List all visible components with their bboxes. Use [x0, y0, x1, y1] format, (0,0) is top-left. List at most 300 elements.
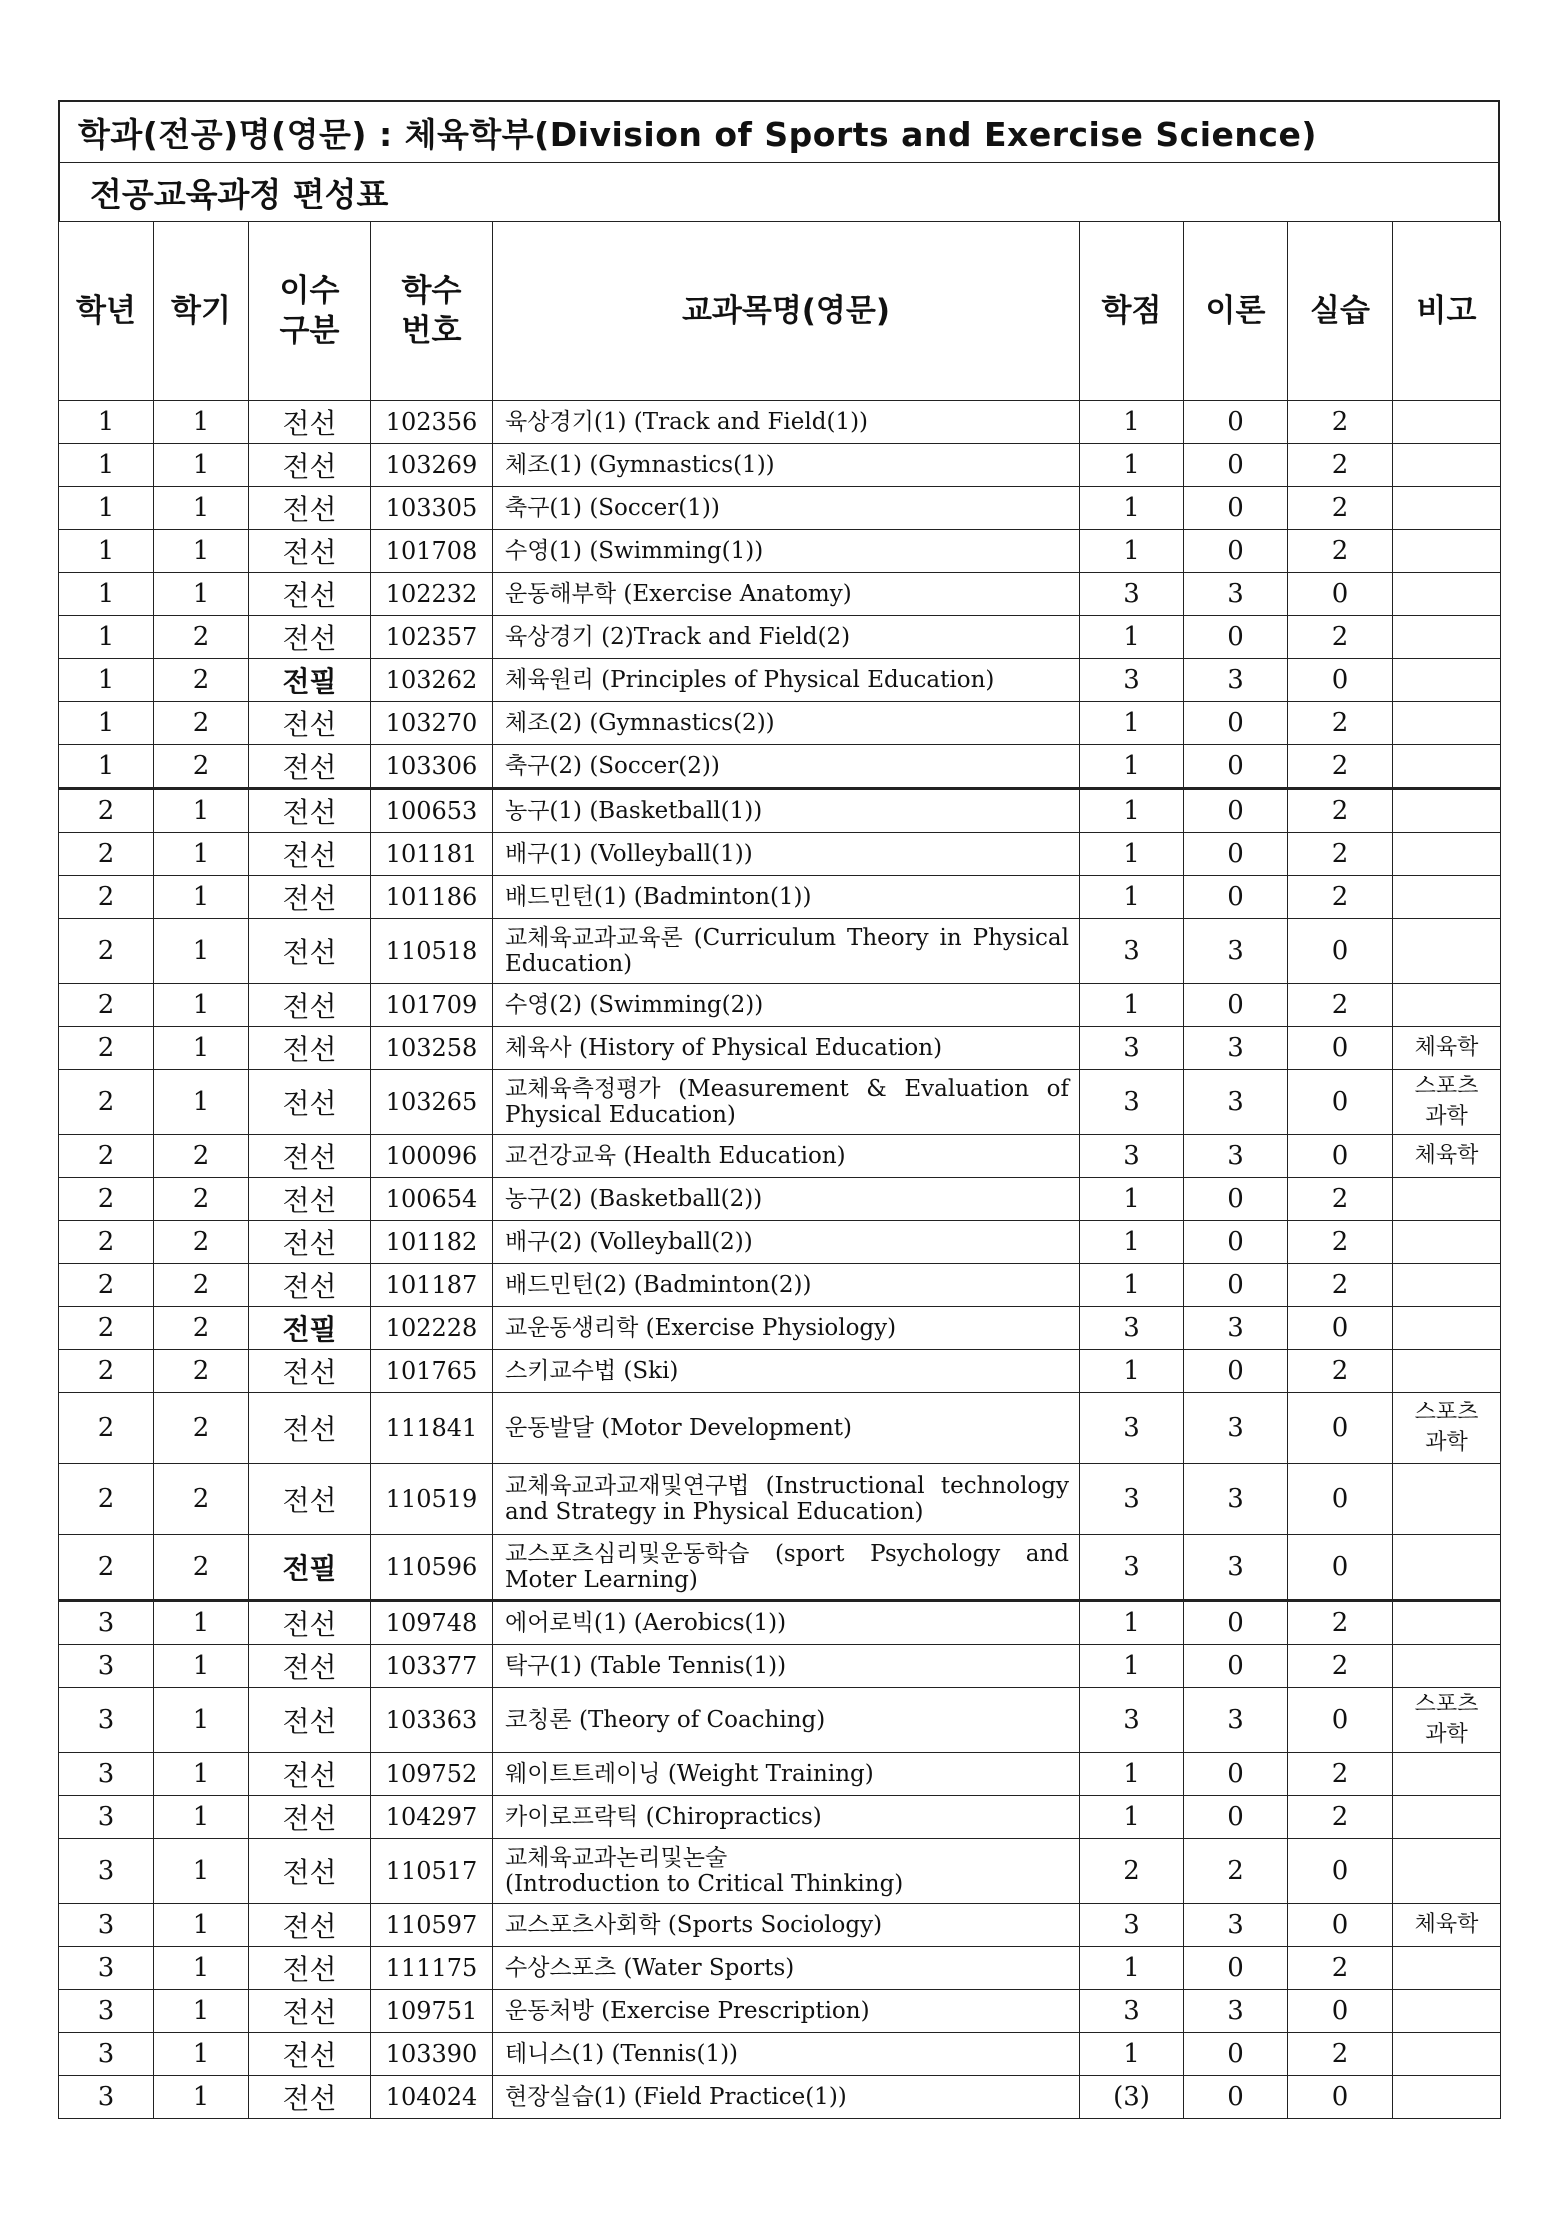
row-theory: 0	[1184, 789, 1288, 833]
table-row	[59, 401, 1501, 444]
row-theory: 0	[1184, 1264, 1288, 1307]
table-row	[59, 530, 1501, 573]
row-code: 101708	[371, 530, 493, 573]
row-practice: 2	[1288, 1264, 1393, 1307]
row-category: 전선	[249, 1070, 371, 1135]
row-year: 3	[59, 1947, 154, 1990]
row-theory: 0	[1184, 1601, 1288, 1645]
row-practice: 2	[1288, 1796, 1393, 1839]
row-category: 전선	[249, 1645, 371, 1688]
row-category: 전선	[249, 401, 371, 444]
table-row	[59, 1350, 1501, 1393]
row-category: 전선	[249, 1947, 371, 1990]
header-semester: 학기	[154, 222, 249, 401]
row-code: 102232	[371, 573, 493, 616]
row-code: 110519	[371, 1464, 493, 1535]
row-course-name: 수영(1) (Swimming(1))	[493, 530, 1080, 573]
header-theory: 이론	[1184, 222, 1288, 401]
row-course-name: 수상스포츠 (Water Sports)	[493, 1947, 1080, 1990]
table-row	[59, 833, 1501, 876]
row-credit: 1	[1080, 1601, 1184, 1645]
row-course-name: 교체육교과교육론 (Curriculum Theory in Physical Education)	[493, 919, 1080, 984]
row-course-name: 배구(1) (Volleyball(1))	[493, 833, 1080, 876]
row-semester: 2	[154, 1135, 249, 1178]
row-credit: 1	[1080, 702, 1184, 745]
row-note	[1393, 2076, 1501, 2119]
row-semester: 2	[154, 1264, 249, 1307]
row-course-name: 교건강교육 (Health Education)	[493, 1135, 1080, 1178]
row-course-name: 배드민턴(2) (Badminton(2))	[493, 1264, 1080, 1307]
row-note	[1393, 1264, 1501, 1307]
row-course-name: 농구(2) (Basketball(2))	[493, 1178, 1080, 1221]
row-theory: 3	[1184, 1688, 1288, 1753]
row-note: 체육학	[1393, 1027, 1501, 1070]
header-category: 이수 구분	[249, 222, 371, 401]
row-note: 체육학	[1393, 1135, 1501, 1178]
row-practice: 2	[1288, 401, 1393, 444]
row-category: 전선	[249, 1601, 371, 1645]
row-theory: 3	[1184, 1464, 1288, 1535]
row-theory: 0	[1184, 2033, 1288, 2076]
row-code: 110597	[371, 1904, 493, 1947]
row-year: 2	[59, 919, 154, 984]
table-row	[59, 1070, 1501, 1135]
row-category: 전선	[249, 1796, 371, 1839]
table-row	[59, 1839, 1501, 1904]
row-code: 103258	[371, 1027, 493, 1070]
row-theory: 3	[1184, 573, 1288, 616]
row-year: 1	[59, 444, 154, 487]
row-code: 102228	[371, 1307, 493, 1350]
row-credit: 3	[1080, 1688, 1184, 1753]
row-practice: 0	[1288, 1135, 1393, 1178]
row-credit: 1	[1080, 1796, 1184, 1839]
row-note	[1393, 745, 1501, 789]
row-semester: 1	[154, 1027, 249, 1070]
row-semester: 1	[154, 1796, 249, 1839]
row-code: 103377	[371, 1645, 493, 1688]
row-course-name: 수영(2) (Swimming(2))	[493, 984, 1080, 1027]
row-practice: 2	[1288, 1178, 1393, 1221]
row-code: 103306	[371, 745, 493, 789]
row-course-name: 탁구(1) (Table Tennis(1))	[493, 1645, 1080, 1688]
table-row	[59, 1688, 1501, 1753]
row-code: 109752	[371, 1753, 493, 1796]
row-code: 101709	[371, 984, 493, 1027]
row-semester: 1	[154, 876, 249, 919]
table-row	[59, 616, 1501, 659]
row-semester: 1	[154, 919, 249, 984]
row-practice: 2	[1288, 1221, 1393, 1264]
row-category: 전선	[249, 1350, 371, 1393]
row-category: 전선	[249, 1393, 371, 1464]
row-code: 102357	[371, 616, 493, 659]
row-credit: 3	[1080, 1535, 1184, 1601]
row-category: 전선	[249, 616, 371, 659]
row-semester: 2	[154, 1464, 249, 1535]
row-category: 전선	[249, 1221, 371, 1264]
row-theory: 0	[1184, 487, 1288, 530]
row-credit: 1	[1080, 2033, 1184, 2076]
row-practice: 0	[1288, 1839, 1393, 1904]
row-course-name: 카이로프락틱 (Chiropractics)	[493, 1796, 1080, 1839]
row-category: 전선	[249, 573, 371, 616]
row-year: 1	[59, 616, 154, 659]
row-credit: 1	[1080, 1753, 1184, 1796]
row-note	[1393, 1947, 1501, 1990]
row-credit: 1	[1080, 1645, 1184, 1688]
row-code: 109751	[371, 1990, 493, 2033]
table-row	[59, 1535, 1501, 1601]
row-category: 전필	[249, 1307, 371, 1350]
row-code: 102356	[371, 401, 493, 444]
row-practice: 0	[1288, 1688, 1393, 1753]
row-theory: 2	[1184, 1839, 1288, 1904]
row-code: 110517	[371, 1839, 493, 1904]
row-credit: 1	[1080, 487, 1184, 530]
row-code: 101186	[371, 876, 493, 919]
row-practice: 2	[1288, 616, 1393, 659]
row-note: 체육학	[1393, 1904, 1501, 1947]
row-semester: 1	[154, 1904, 249, 1947]
row-course-name: 배드민턴(1) (Badminton(1))	[493, 876, 1080, 919]
row-year: 2	[59, 789, 154, 833]
row-year: 3	[59, 1839, 154, 1904]
row-credit: 3	[1080, 1135, 1184, 1178]
row-theory: 0	[1184, 530, 1288, 573]
row-practice: 0	[1288, 573, 1393, 616]
row-practice: 2	[1288, 745, 1393, 789]
row-category: 전선	[249, 919, 371, 984]
row-credit: 1	[1080, 876, 1184, 919]
row-theory: 3	[1184, 1027, 1288, 1070]
table-row	[59, 2076, 1501, 2119]
row-year: 1	[59, 573, 154, 616]
row-code: 111841	[371, 1393, 493, 1464]
row-year: 3	[59, 2076, 154, 2119]
row-note	[1393, 1221, 1501, 1264]
row-note	[1393, 444, 1501, 487]
row-credit: 3	[1080, 1464, 1184, 1535]
row-course-name: 스키교수법 (Ski)	[493, 1350, 1080, 1393]
row-credit: 3	[1080, 659, 1184, 702]
row-theory: 3	[1184, 1904, 1288, 1947]
row-category: 전선	[249, 2076, 371, 2119]
row-note	[1393, 919, 1501, 984]
row-course-name: 웨이트트레이닝 (Weight Training)	[493, 1753, 1080, 1796]
row-year: 2	[59, 1178, 154, 1221]
row-category: 전선	[249, 1264, 371, 1307]
row-theory: 3	[1184, 919, 1288, 984]
row-theory: 0	[1184, 876, 1288, 919]
row-note	[1393, 401, 1501, 444]
row-practice: 0	[1288, 919, 1393, 984]
row-theory: 0	[1184, 1753, 1288, 1796]
row-practice: 0	[1288, 1464, 1393, 1535]
row-year: 2	[59, 1535, 154, 1601]
row-practice: 2	[1288, 1645, 1393, 1688]
row-practice: 0	[1288, 2076, 1393, 2119]
row-semester: 1	[154, 2033, 249, 2076]
row-theory: 0	[1184, 401, 1288, 444]
row-practice: 0	[1288, 1393, 1393, 1464]
row-semester: 1	[154, 1839, 249, 1904]
row-theory: 3	[1184, 1535, 1288, 1601]
row-code: 100096	[371, 1135, 493, 1178]
row-theory: 0	[1184, 2076, 1288, 2119]
row-category: 전선	[249, 1904, 371, 1947]
table-row	[59, 1264, 1501, 1307]
row-semester: 2	[154, 616, 249, 659]
row-code: 103265	[371, 1070, 493, 1135]
row-year: 1	[59, 659, 154, 702]
row-code: 103363	[371, 1688, 493, 1753]
row-credit: 1	[1080, 984, 1184, 1027]
row-category: 전선	[249, 789, 371, 833]
row-category: 전선	[249, 1839, 371, 1904]
row-semester: 1	[154, 1688, 249, 1753]
row-credit: 1	[1080, 745, 1184, 789]
table-row	[59, 1947, 1501, 1990]
row-theory: 3	[1184, 1393, 1288, 1464]
row-practice: 2	[1288, 2033, 1393, 2076]
header-note: 비고	[1393, 222, 1501, 401]
row-semester: 1	[154, 2076, 249, 2119]
row-semester: 1	[154, 789, 249, 833]
table-row	[59, 1601, 1501, 1645]
row-credit: 1	[1080, 444, 1184, 487]
row-code: 100654	[371, 1178, 493, 1221]
row-code: 110518	[371, 919, 493, 984]
row-credit: 3	[1080, 1904, 1184, 1947]
table-row	[59, 1027, 1501, 1070]
row-theory: 3	[1184, 1990, 1288, 2033]
table-header-row	[59, 222, 1501, 401]
row-credit: (3)	[1080, 2076, 1184, 2119]
row-code: 103390	[371, 2033, 493, 2076]
table-row	[59, 876, 1501, 919]
row-year: 3	[59, 1796, 154, 1839]
row-course-name: 현장실습(1) (Field Practice(1))	[493, 2076, 1080, 2119]
row-credit: 3	[1080, 1070, 1184, 1135]
row-credit: 1	[1080, 1350, 1184, 1393]
row-year: 1	[59, 401, 154, 444]
row-note	[1393, 1839, 1501, 1904]
row-category: 전선	[249, 984, 371, 1027]
row-theory: 0	[1184, 702, 1288, 745]
table-row	[59, 984, 1501, 1027]
row-category: 전선	[249, 833, 371, 876]
row-course-name: 축구(2) (Soccer(2))	[493, 745, 1080, 789]
row-semester: 1	[154, 833, 249, 876]
row-practice: 0	[1288, 1904, 1393, 1947]
table-body	[59, 401, 1501, 2119]
table-row	[59, 789, 1501, 833]
row-note	[1393, 1307, 1501, 1350]
row-course-name: 육상경기(1) (Track and Field(1))	[493, 401, 1080, 444]
header-credit: 학점	[1080, 222, 1184, 401]
row-year: 3	[59, 1904, 154, 1947]
row-code: 103262	[371, 659, 493, 702]
row-practice: 2	[1288, 1601, 1393, 1645]
row-semester: 1	[154, 1601, 249, 1645]
table-row	[59, 745, 1501, 789]
row-code: 104024	[371, 2076, 493, 2119]
row-note	[1393, 530, 1501, 573]
row-year: 3	[59, 1753, 154, 1796]
curriculum-table	[58, 221, 1501, 2119]
row-semester: 2	[154, 1221, 249, 1264]
row-code: 101765	[371, 1350, 493, 1393]
row-year: 2	[59, 833, 154, 876]
header-year: 학년	[59, 222, 154, 401]
row-note	[1393, 659, 1501, 702]
row-year: 2	[59, 984, 154, 1027]
row-semester: 2	[154, 1535, 249, 1601]
table-row	[59, 1904, 1501, 1947]
row-practice: 0	[1288, 1070, 1393, 1135]
row-practice: 2	[1288, 487, 1393, 530]
row-category: 전선	[249, 530, 371, 573]
table-row	[59, 1464, 1501, 1535]
row-credit: 1	[1080, 401, 1184, 444]
row-theory: 0	[1184, 1221, 1288, 1264]
row-category: 전선	[249, 702, 371, 745]
row-year: 2	[59, 1135, 154, 1178]
curriculum-sheet	[58, 100, 1500, 2119]
row-theory: 3	[1184, 659, 1288, 702]
row-credit: 2	[1080, 1839, 1184, 1904]
row-note	[1393, 1990, 1501, 2033]
row-year: 1	[59, 745, 154, 789]
row-practice: 2	[1288, 1753, 1393, 1796]
row-semester: 1	[154, 984, 249, 1027]
row-year: 2	[59, 1350, 154, 1393]
row-practice: 2	[1288, 1947, 1393, 1990]
row-course-name: 교체육측정평가 (Measurement & Evaluation of Physical Education)	[493, 1070, 1080, 1135]
row-category: 전선	[249, 745, 371, 789]
row-theory: 0	[1184, 616, 1288, 659]
row-year: 2	[59, 1070, 154, 1135]
row-semester: 2	[154, 1307, 249, 1350]
row-credit: 1	[1080, 1178, 1184, 1221]
row-note	[1393, 876, 1501, 919]
row-year: 2	[59, 876, 154, 919]
row-note	[1393, 833, 1501, 876]
row-note	[1393, 2033, 1501, 2076]
row-category: 전선	[249, 1688, 371, 1753]
table-row	[59, 1307, 1501, 1350]
table-row	[59, 1645, 1501, 1688]
sheet-header	[58, 100, 1500, 221]
row-semester: 2	[154, 1393, 249, 1464]
row-theory: 3	[1184, 1135, 1288, 1178]
row-category: 전필	[249, 1535, 371, 1601]
row-semester: 1	[154, 401, 249, 444]
row-practice: 2	[1288, 702, 1393, 745]
row-theory: 3	[1184, 1070, 1288, 1135]
row-practice: 2	[1288, 876, 1393, 919]
row-course-name: 테니스(1) (Tennis(1))	[493, 2033, 1080, 2076]
row-year: 2	[59, 1027, 154, 1070]
row-note	[1393, 1178, 1501, 1221]
row-semester: 1	[154, 487, 249, 530]
row-semester: 2	[154, 745, 249, 789]
row-year: 2	[59, 1307, 154, 1350]
row-course-name: 에어로빅(1) (Aerobics(1))	[493, 1601, 1080, 1645]
row-note	[1393, 1796, 1501, 1839]
row-code: 101181	[371, 833, 493, 876]
row-note	[1393, 616, 1501, 659]
row-theory: 3	[1184, 1307, 1288, 1350]
row-theory: 0	[1184, 1350, 1288, 1393]
row-code: 103269	[371, 444, 493, 487]
row-category: 전선	[249, 2033, 371, 2076]
row-course-name: 코칭론 (Theory of Coaching)	[493, 1688, 1080, 1753]
row-year: 2	[59, 1464, 154, 1535]
row-category: 전선	[249, 444, 371, 487]
table-row	[59, 2033, 1501, 2076]
table-row	[59, 1135, 1501, 1178]
row-credit: 1	[1080, 1947, 1184, 1990]
row-course-name: 교운동생리학 (Exercise Physiology)	[493, 1307, 1080, 1350]
row-semester: 1	[154, 1070, 249, 1135]
row-credit: 3	[1080, 573, 1184, 616]
header-practice: 실습	[1288, 222, 1393, 401]
row-course-name: 육상경기 (2)Track and Field(2)	[493, 616, 1080, 659]
row-credit: 1	[1080, 789, 1184, 833]
row-credit: 3	[1080, 1990, 1184, 2033]
table-row	[59, 1753, 1501, 1796]
row-course-name: 운동해부학 (Exercise Anatomy)	[493, 573, 1080, 616]
row-practice: 0	[1288, 1027, 1393, 1070]
row-semester: 2	[154, 1350, 249, 1393]
header-course-name: 교과목명(영문)	[493, 222, 1080, 401]
table-row	[59, 1178, 1501, 1221]
row-practice: 0	[1288, 1535, 1393, 1601]
row-course-name: 체조(1) (Gymnastics(1))	[493, 444, 1080, 487]
row-year: 1	[59, 487, 154, 530]
row-practice: 2	[1288, 530, 1393, 573]
row-note: 스포츠 과학	[1393, 1070, 1501, 1135]
row-semester: 1	[154, 530, 249, 573]
row-course-name: 배구(2) (Volleyball(2))	[493, 1221, 1080, 1264]
row-course-name: 교스포츠심리및운동학습 (sport Psychology and Moter Learning)	[493, 1535, 1080, 1601]
row-credit: 3	[1080, 1027, 1184, 1070]
row-category: 전선	[249, 876, 371, 919]
row-category: 전선	[249, 1027, 371, 1070]
row-code: 101182	[371, 1221, 493, 1264]
row-note: 스포츠 과학	[1393, 1688, 1501, 1753]
row-course-name: 체육사 (History of Physical Education)	[493, 1027, 1080, 1070]
page-title: 학과(전공)명(영문) : 체육학부(Division of Sports and Exercise Science)	[60, 102, 1498, 163]
row-credit: 1	[1080, 530, 1184, 573]
row-semester: 2	[154, 659, 249, 702]
row-credit: 1	[1080, 616, 1184, 659]
row-note	[1393, 487, 1501, 530]
table-row	[59, 659, 1501, 702]
row-code: 103305	[371, 487, 493, 530]
row-semester: 1	[154, 573, 249, 616]
row-category: 전선	[249, 1178, 371, 1221]
row-year: 3	[59, 1990, 154, 2033]
row-course-name: 교체육교과교재및연구법 (Instructional technology and Strategy in Physical Education)	[493, 1464, 1080, 1535]
page-subtitle: 전공교육과정 편성표	[90, 174, 389, 214]
row-code: 103270	[371, 702, 493, 745]
row-theory: 0	[1184, 1178, 1288, 1221]
row-note: 스포츠 과학	[1393, 1393, 1501, 1464]
row-code: 104297	[371, 1796, 493, 1839]
